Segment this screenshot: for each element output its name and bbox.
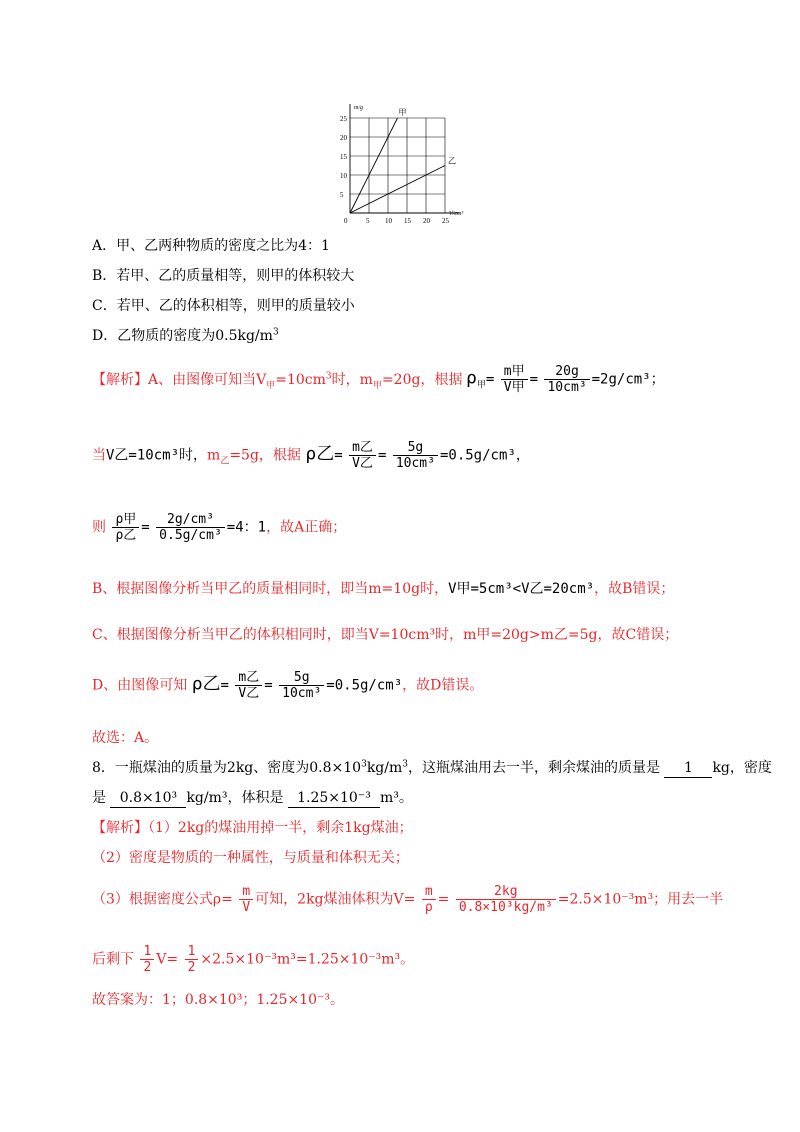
solution-d-analysis: D、由图像可知 ρ乙= $\frac{\text{m乙}}{\text{V乙}}$ = $\frac{5g}{\text{10cm³}}$ =0.5g/cm³，故D错误。: [92, 670, 484, 701]
y-tick-label: 15: [340, 153, 347, 161]
solution-ratio-line: 则 $\frac{\text{ρ甲}}{\text{ρ乙}}$ = $\frac{\text{2g/cm³}}{\text{0.5g/cm³}}$ =4：1，故A正确；: [92, 512, 347, 543]
option-b: B．若甲、乙的质量相等，则甲的体积较大: [92, 268, 355, 284]
y-tick-label: 25: [340, 115, 347, 123]
x-tick-label: 25: [442, 217, 449, 225]
solution-a-line: 【解析】A、由图像可知当$V_甲=10cm^3$时，$m_甲=20g$，根据: [92, 371, 463, 391]
fraction: $\frac{1}{2}$: [185, 944, 199, 975]
series-line-yi: [350, 166, 445, 214]
fraction: $\frac{5g}{\text{10cm³}}$: [279, 670, 324, 701]
y-axis-label: m/g: [354, 105, 363, 111]
answer-8: 故答案为：1；0.8×10³；1.25×10⁻³。: [92, 992, 345, 1008]
solution-b-line: 当V乙=10cm³时，$m_乙=5g$，根据 ρ乙= $\frac{\text{m乙}}{\text{V乙}}$ = $\frac{5g}{\text{10cm³}}$ =0.5g/cm³，: [92, 440, 530, 471]
x-axis-label: V/cm³: [449, 211, 464, 217]
fraction: $\frac{\text{2g/cm³}}{\text{0.5g/cm³}}$: [156, 512, 225, 543]
x-tick-label: 15: [404, 217, 411, 225]
x-tick-label: 20: [423, 217, 430, 225]
answer-blank-3: 1.25×10⁻³: [288, 790, 380, 808]
option-c: C．若甲、乙的体积相等，则甲的质量较小: [92, 298, 355, 314]
solution-b-analysis: B、根据图像分析当甲乙的质量相同时，即当m=10g时，V甲=5cm³<V乙=20cm³，故B错误；: [92, 581, 675, 597]
y-tick-label: 5: [340, 191, 344, 199]
solution-8-step4: 后剩下 $\frac{1}{2}$ V= $\frac{1}{2}$ ×2.5×10⁻³m³=1.25×10⁻³m³。: [92, 944, 415, 975]
fraction: $\frac{5g}{\text{10cm³}}$: [393, 440, 438, 471]
x-tick-label: 10: [385, 217, 392, 225]
fraction: $\frac{m}{\rho}$: [422, 884, 436, 915]
fraction: $\frac{\text{m乙}}{\text{V乙}}$: [349, 440, 376, 471]
question-8-line2: 是 0.8×10³ kg/m³，体积是 1.25×10⁻³ m³。: [92, 790, 413, 806]
x-tick-label: 0: [344, 217, 348, 225]
fraction: $\frac{m}{V}$: [239, 884, 253, 915]
question-8-line1: 8．一瓶煤油的质量为2kg、密度为$0.8\times 10^3kg/m^3$，这瓶煤油用去一半，剩余煤油的质量是 1 kg，密度: [92, 759, 772, 776]
answer-blank-2: 0.8×10³: [110, 790, 186, 808]
solution-8-step2: （2）密度是物质的一种属性，与质量和体积无关；: [92, 850, 409, 866]
solution-8-step1: 【解析】（1）2kg的煤油用掉一半，剩余1kg煤油；: [92, 820, 413, 836]
fraction: $\frac{1}{2}$: [140, 944, 154, 975]
y-tick-label: 20: [340, 134, 347, 142]
x-tick-label: 5: [366, 217, 370, 225]
solution-c-analysis: C、根据图像分析当甲乙的体积相同时，即当V=10cm³时，m甲=20g>m乙=5g，故C错误；: [92, 627, 679, 643]
fraction: $\frac{\text{m乙}}{\text{V乙}}$: [235, 670, 262, 701]
y-tick-label: 10: [340, 172, 347, 180]
fraction: $\frac{20g}{\text{10cm³}}$: [544, 364, 589, 395]
option-d: D．乙物质的密度为$0.5kg/m^3$: [92, 327, 279, 344]
fraction: $\frac{\text{m甲}}{\text{V甲}}$: [501, 364, 528, 395]
answer-7: 故选：A。: [92, 730, 159, 746]
fraction: $\frac{2kg}{\text{0.8×10³kg/m³}}$: [456, 884, 556, 915]
formula-rho-jia: $\rho_甲=$ $\frac{\text{m甲}}{\text{V甲}}$ = $\frac{20g}{\text{10cm³}}$ =2g/cm³；: [466, 364, 665, 395]
series-label: 甲: [398, 108, 407, 117]
series-line-jia: [350, 118, 398, 213]
mass-volume-chart: [335, 95, 485, 225]
fraction: $\frac{\text{ρ甲}}{\text{ρ乙}}$: [112, 512, 139, 543]
solution-8-step3: （3）根据密度公式ρ= $\frac{m}{V}$ 可知，2kg煤油体积为V= $\frac{m}{\rho}$ = $\frac{2kg}{\text{0.8×10³kg/m³}}$ =2.5×10⁻³m³；用去一半: [92, 884, 724, 915]
series-label: 乙: [448, 156, 456, 166]
option-a: A．甲、乙两种物质的密度之比为4：1: [92, 238, 330, 254]
answer-blank-1: 1: [664, 760, 712, 778]
